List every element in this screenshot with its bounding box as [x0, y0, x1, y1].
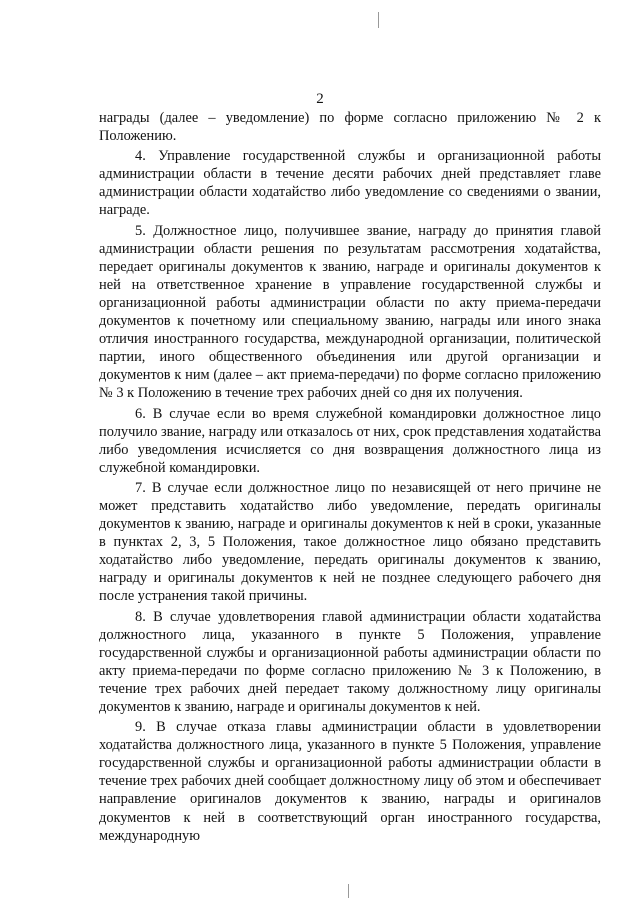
page-number: 2 [316, 91, 324, 107]
paragraph-8: 8. В случае удовлетворения главой администрации области ходатайства должностного лица, указанного в пункте 5 Положения, управление государственной службы и организационной работы администрации области по акту приема-передачи по форме согласно приложению № 3 к Положению, в течение трех рабочих дней передает такому должностному лицу оригиналы документов к званию, награде и оригиналы документов к ней. [99, 608, 601, 715]
paragraph-5: 5. Должностное лицо, получившее звание, награду до принятия главой администрации области решения по результатам рассмотрения ходатайства, передает оригиналы документов к званию, награде и оригиналы документов к ней на ответственное хранение в управление государственной службы и организационной работы администрации области по акту приема-передачи документов к почетному или специальному званию, награды или иного знака отличия иностранного государства, международной организации, политической партии, иного общественного объединения или другой организации и документов к ним (далее – акт приема-передачи) по форме согласно приложению № 3 к Положению в течение трех рабочих дней со дня их получения. [99, 222, 601, 402]
paragraph-continuation: награды (далее – уведомление) по форме согласно приложению № 2 к Положению. [99, 110, 601, 145]
scan-mark-bottom [348, 884, 349, 898]
paragraph-9: 9. В случае отказа главы администрации области в удовлетворении ходатайства должностного лица, указанного в пункте 5 Положения, управление государственной службы и организационной работы администрации области в течение трех рабочих дней сообщает должностному лицу об этом и обеспечивает направление оригиналов документов к званию, награды и оригиналов документов к ней в соответствующий орган иностранного государства, международную [99, 719, 601, 844]
paragraph-4: 4. Управление государственной службы и организационной работы администрации области в течение десяти рабочих дней представляет главе администрации области ходатайство либо уведомление со сведениями о звании, награде. [99, 148, 601, 219]
paragraph-6: 6. В случае если во время служебной командировки должностное лицо получило звание, награду или отказалось от них, срок представления ходатайства либо уведомления исчисляется со дня возвращения должностного лица из служебной командировки. [99, 405, 601, 476]
scan-mark-top [378, 12, 379, 28]
document-body [99, 109, 601, 847]
paragraph-7: 7. В случае если должностное лицо по независящей от него причине не может представить ходатайство либо уведомление, передать оригиналы документов к званию, награде и оригиналы документов к ней в сроки, указанные в пунктах 2, 3, 5 Положения, такое должностное лицо обязано представить ходатайство либо уведомление, передать оригиналы документов к званию, награду и оригиналы документов к ней не позднее следующего рабочего дня после устранения такой причины. [99, 479, 601, 605]
